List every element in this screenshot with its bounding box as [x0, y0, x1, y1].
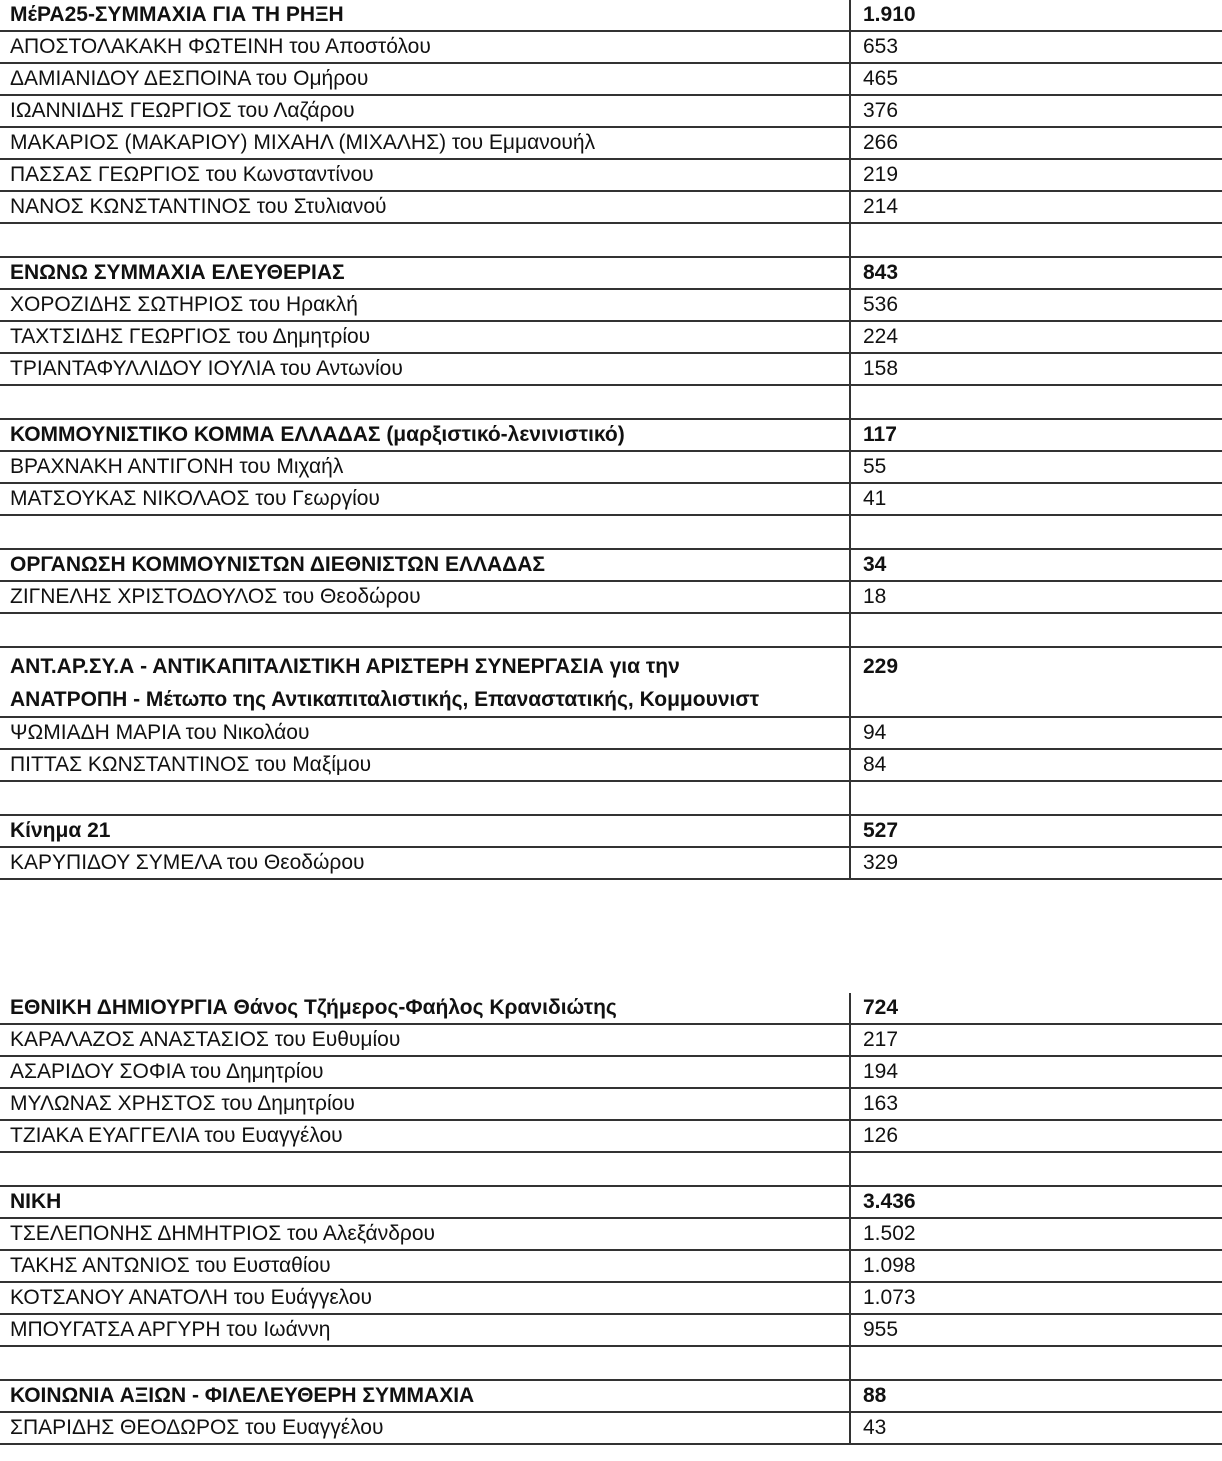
spacer-cell	[0, 385, 850, 419]
candidate-name: ΜΑΚΑΡΙΟΣ (ΜΑΚΑΡΙΟΥ) ΜΙΧΑΗΛ (ΜΙΧΑΛΗΣ) του Εμμανουήλ	[0, 127, 850, 159]
candidate-votes: 43	[850, 1412, 1222, 1444]
party-name: ΚΟΙΝΩΝΙΑ ΑΞΙΩΝ - ΦΙΛΕΛΕΥΘΕΡΗ ΣΥΜΜΑΧΙΑ	[0, 1380, 850, 1412]
party-name: ΕΘΝΙΚΗ ΔΗΜΙΟΥΡΓΙΑ Θάνος Τζήμερος-Φαήλος Κρανιδιώτης	[0, 993, 850, 1024]
party-row	[0, 1186, 1222, 1218]
candidate-row	[0, 847, 1222, 879]
spacer-row	[0, 515, 1222, 549]
candidate-name: ΚΟΤΣΑΝΟΥ ΑΝΑΤΟΛΗ του Ευάγγελου	[0, 1282, 850, 1314]
candidate-votes: 194	[850, 1056, 1222, 1088]
candidate-row	[0, 353, 1222, 385]
candidate-row	[0, 321, 1222, 353]
candidate-name: ΒΡΑΧΝΑΚΗ ΑΝΤΙΓΟΝΗ του Μιχαήλ	[0, 451, 850, 483]
spacer-cell	[850, 1152, 1222, 1186]
spacer-row	[0, 613, 1222, 647]
candidate-name: ΚΑΡΥΠΙΔΟΥ ΣΥΜΕΛΑ του Θεοδώρου	[0, 847, 850, 879]
spacer-cell	[850, 613, 1222, 647]
candidate-row	[0, 1024, 1222, 1056]
candidate-row	[0, 1218, 1222, 1250]
candidate-votes: 465	[850, 63, 1222, 95]
spacer-row	[0, 781, 1222, 815]
candidate-name: ΔΑΜΙΑΝΙΔΟΥ ΔΕΣΠΟΙΝΑ του Ομήρου	[0, 63, 850, 95]
candidate-votes: 94	[850, 717, 1222, 749]
party-row	[0, 647, 1222, 717]
candidate-row	[0, 63, 1222, 95]
candidate-name: ΤΑΚΗΣ ΑΝΤΩΝΙΟΣ του Ευσταθίου	[0, 1250, 850, 1282]
party-votes: 88	[850, 1380, 1222, 1412]
candidate-votes: 41	[850, 483, 1222, 515]
party-votes: 34	[850, 549, 1222, 581]
candidate-name: ΑΣΑΡΙΔΟΥ ΣΟΦΙΑ του Δημητρίου	[0, 1056, 850, 1088]
candidate-name: ΤΑΧΤΣΙΔΗΣ ΓΕΩΡΓΙΟΣ του Δημητρίου	[0, 321, 850, 353]
party-name-line: ΑΝΑΤΡΟΠΗ - Μέτωπο της Αντικαπιταλιστικής, Επαναστατικής, Κομμουνιστ	[10, 688, 760, 711]
candidate-row	[0, 1282, 1222, 1314]
candidate-row	[0, 749, 1222, 781]
candidate-name: ΤΖΙΑΚΑ ΕΥΑΓΓΕΛΙΑ του Ευαγγέλου	[0, 1120, 850, 1152]
party-name: ΟΡΓΑΝΩΣΗ ΚΟΜΜΟΥΝΙΣΤΩΝ ΔΙΕΘΝΙΣΤΩΝ ΕΛΛΑΔΑΣ	[0, 549, 850, 581]
candidate-votes: 214	[850, 191, 1222, 223]
spacer-row	[0, 1152, 1222, 1186]
candidate-votes: 1.098	[850, 1250, 1222, 1282]
candidate-name: ΖΙΓΝΕΛΗΣ ΧΡΙΣΤΟΔΟΥΛΟΣ του Θεοδώρου	[0, 581, 850, 613]
spacer-row	[0, 385, 1222, 419]
candidate-name: ΜΠΟΥΓΑΤΣΑ ΑΡΓΥΡΗ του Ιωάννη	[0, 1314, 850, 1346]
party-row	[0, 0, 1222, 31]
candidate-votes: 376	[850, 95, 1222, 127]
spacer-cell	[850, 223, 1222, 257]
results-table-bottom	[0, 993, 1222, 1445]
candidate-name: ΝΑΝΟΣ ΚΩΝΣΤΑΝΤΙΝΟΣ του Στυλιανού	[0, 191, 850, 223]
candidate-name: ΜΥΛΩΝΑΣ ΧΡΗΣΤΟΣ του Δημητρίου	[0, 1088, 850, 1120]
spacer-cell	[850, 515, 1222, 549]
candidate-votes: 536	[850, 289, 1222, 321]
candidate-row	[0, 127, 1222, 159]
candidate-votes: 55	[850, 451, 1222, 483]
candidate-row	[0, 1412, 1222, 1444]
spacer-cell	[0, 515, 850, 549]
candidate-row	[0, 191, 1222, 223]
candidate-votes: 219	[850, 159, 1222, 191]
party-name: Κίνημα 21	[0, 815, 850, 847]
candidate-row	[0, 159, 1222, 191]
candidate-votes: 955	[850, 1314, 1222, 1346]
candidate-row	[0, 1056, 1222, 1088]
spacer-cell	[0, 223, 850, 257]
candidate-name: ΑΠΟΣΤΟΛΑΚΑΚΗ ΦΩΤΕΙΝΗ του Αποστόλου	[0, 31, 850, 63]
spacer-cell	[850, 385, 1222, 419]
party-row	[0, 815, 1222, 847]
candidate-name: ΙΩΑΝΝΙΔΗΣ ΓΕΩΡΓΙΟΣ του Λαζάρου	[0, 95, 850, 127]
candidate-votes: 266	[850, 127, 1222, 159]
party-row	[0, 549, 1222, 581]
party-votes: 117	[850, 419, 1222, 451]
spacer-cell	[0, 1346, 850, 1380]
party-name: ΕΝΩΝΩ ΣΥΜΜΑΧΙΑ ΕΛΕΥΘΕΡΙΑΣ	[0, 257, 850, 289]
candidate-row	[0, 1120, 1222, 1152]
candidate-row	[0, 1314, 1222, 1346]
candidate-votes: 224	[850, 321, 1222, 353]
party-name-line: ΑΝΤ.ΑΡ.ΣΥ.Α - ΑΝΤΙΚΑΠΙΤΑΛΙΣΤΙΚΗ ΑΡΙΣΤΕΡΗ ΣΥΝΕΡΓΑΣΙΑ για την	[10, 655, 680, 678]
party-row	[0, 1380, 1222, 1412]
candidate-row	[0, 717, 1222, 749]
candidate-votes: 126	[850, 1120, 1222, 1152]
candidate-row	[0, 483, 1222, 515]
candidate-name: ΤΡΙΑΝΤΑΦΥΛΛΙΔΟΥ ΙΟΥΛΙΑ του Αντωνίου	[0, 353, 850, 385]
spacer-cell	[0, 781, 850, 815]
candidate-row	[0, 1250, 1222, 1282]
spacer-row	[0, 223, 1222, 257]
candidate-votes: 18	[850, 581, 1222, 613]
spacer-cell	[850, 1346, 1222, 1380]
party-votes: 724	[850, 993, 1222, 1024]
candidate-name: ΠΑΣΣΑΣ ΓΕΩΡΓΙΟΣ του Κωνσταντίνου	[0, 159, 850, 191]
spacer-row	[0, 1346, 1222, 1380]
candidate-name: ΣΠΑΡΙΔΗΣ ΘΕΟΔΩΡΟΣ του Ευαγγέλου	[0, 1412, 850, 1444]
party-name	[0, 647, 850, 717]
party-row	[0, 257, 1222, 289]
party-row	[0, 419, 1222, 451]
party-name: ΜέΡΑ25-ΣΥΜΜΑΧΙΑ ΓΙΑ ΤΗ ΡΗΞΗ	[0, 0, 850, 31]
spacer-cell	[0, 1152, 850, 1186]
candidate-votes: 84	[850, 749, 1222, 781]
candidate-row	[0, 1088, 1222, 1120]
candidate-votes: 158	[850, 353, 1222, 385]
party-name: ΚΟΜΜΟΥΝΙΣΤΙΚΟ ΚΟΜΜΑ ΕΛΛΑΔΑΣ (μαρξιστικό-λενινιστικό)	[0, 419, 850, 451]
candidate-name: ΤΣΕΛΕΠΟΝΗΣ ΔΗΜΗΤΡΙΟΣ του Αλεξάνδρου	[0, 1218, 850, 1250]
candidate-row	[0, 289, 1222, 321]
candidate-row	[0, 451, 1222, 483]
candidate-name: ΠΙΤΤΑΣ ΚΩΝΣΤΑΝΤΙΝΟΣ του Μαξίμου	[0, 749, 850, 781]
candidate-row	[0, 581, 1222, 613]
party-votes: 229	[850, 647, 1222, 717]
candidate-votes: 1.073	[850, 1282, 1222, 1314]
candidate-name: ΚΑΡΑΛΑΖΟΣ ΑΝΑΣΤΑΣΙΟΣ του Ευθυμίου	[0, 1024, 850, 1056]
candidate-name: ΧΟΡΟΖΙΔΗΣ ΣΩΤΗΡΙΟΣ του Ηρακλή	[0, 289, 850, 321]
party-votes: 843	[850, 257, 1222, 289]
candidate-votes: 1.502	[850, 1218, 1222, 1250]
candidate-votes: 163	[850, 1088, 1222, 1120]
spacer-cell	[850, 781, 1222, 815]
party-row	[0, 993, 1222, 1024]
party-name: ΝΙΚΗ	[0, 1186, 850, 1218]
candidate-name: ΨΩΜΙΑΔΗ ΜΑΡΙΑ του Νικολάου	[0, 717, 850, 749]
party-votes: 1.910	[850, 0, 1222, 31]
spacer-cell	[0, 613, 850, 647]
candidate-row	[0, 95, 1222, 127]
candidate-name: ΜΑΤΣΟΥΚΑΣ ΝΙΚΟΛΑΟΣ του Γεωργίου	[0, 483, 850, 515]
candidate-votes: 217	[850, 1024, 1222, 1056]
party-votes: 527	[850, 815, 1222, 847]
party-votes: 3.436	[850, 1186, 1222, 1218]
candidate-votes: 329	[850, 847, 1222, 879]
candidate-row	[0, 31, 1222, 63]
candidate-votes: 653	[850, 31, 1222, 63]
